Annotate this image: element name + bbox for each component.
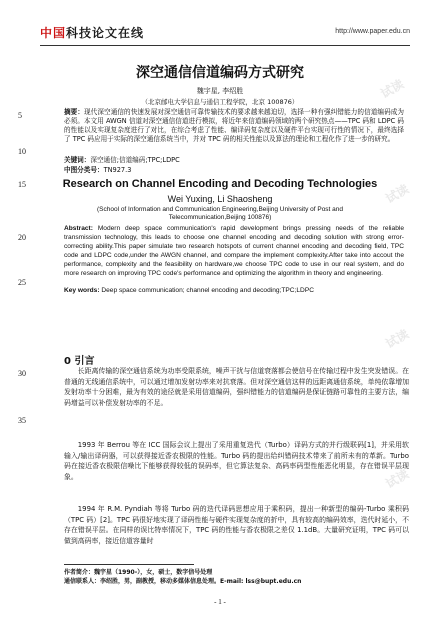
body-paragraph: 1993 年 Berrou 等在 ICC 国际会议上提出了采用重复迭代（Turbo）译码方式的并行级联码[1]，并采用软输入/输出译码器，可以获得接近香农极限的性能。Turbo 码的提出给纠错码技术带来了前所未有的革新。Turbo 码在接近香农极限信噪比下能够获得较低的误码率，但它算法复杂、高码率码型性能恶化明显，存在错误平层现象。 (64, 441, 409, 481)
clc-cn (64, 166, 404, 175)
page-number: - 1 - (214, 598, 226, 606)
authors-cn: 魏宇星, 李绍胜 (196, 87, 244, 95)
footnote-author: 作者简介：魏宇星（1990-），女，硕士，数字信号处理 (64, 569, 213, 576)
keywords-cn-label: 关键词： (64, 156, 91, 164)
line-number: 35 (18, 416, 26, 425)
keywords-en (64, 287, 404, 294)
abstract-cn-label: 摘要： (64, 108, 85, 116)
site-url[interactable]: http://www.paper.edu.cn (335, 28, 410, 35)
line-number: 30 (18, 369, 26, 378)
clc-cn-label: 中图分类号： (64, 166, 104, 174)
footnote (64, 568, 409, 586)
affiliation-cn: （北京邮电大学信息与通信工程学院，北京 100876） (141, 98, 299, 106)
line-number: 10 (18, 147, 26, 156)
keywords-en-label: Key words: (64, 287, 100, 294)
logo-red-text: 中国 (40, 26, 67, 40)
keywords-cn-text: 深空通信;信道编码;TPC;LDPC (90, 156, 180, 164)
keywords-en-text: Deep space communication; channel encoding and decoding;TPC;LDPC (99, 287, 314, 294)
line-number: 5 (18, 111, 22, 120)
header-rule (40, 45, 410, 46)
site-logo (40, 24, 144, 41)
watermark-text: 试读 (383, 466, 412, 491)
abstract-cn (64, 108, 404, 144)
watermark-text: 试读 (378, 76, 407, 101)
page-header (40, 24, 410, 46)
keywords-cn (64, 156, 404, 165)
abstract-en (64, 224, 404, 278)
abstract-cn-text: 现代深空通信的快速发展对深空通信可靠传输技术的要求越来越迫切，选择一种有强纠错能力的信道编码成为必须。本文用 AWGN 信道对深空通信信道进行模拟，将近年来信道编码领域的两个研究热点——TPC 码和 LDPC 码的性能以及实现复杂度进行了对比，在综合考虑了性能、编译码复杂度以及硬件平台实现可行性的情况下，最终选择了 TPC 码应用于实际的深空通信系统当中，并对 TPC 码的相关性能以及算法的理论和工程化作了进一步的研究。 (64, 108, 405, 143)
logo-dark-text: 科技论文在线 (66, 26, 145, 40)
authors-en: Wei Yuxing, Li Shaosheng (167, 194, 273, 204)
watermark-text: 试读 (383, 326, 412, 351)
line-number: 25 (18, 278, 26, 287)
clc-cn-text: TN927.3 (103, 166, 132, 174)
abstract-en-text: Modern deep space communication's rapid development brings pressing needs of the reliable transmission technology, this leads to choose one channel encoding and decoding solution with strong error-correcting ability.This paper simulate two research hotspots of current channel encoding and decoding field, TPC code and LDPC code,under the AWGN channel, and compare the implement complexity.After take into accout the performance, complexity and the feasibility on hardware,we choose TPC code to use in our real system, and do more research on improving TPC code's performance and optimizing the algorithm in theory and engineering. (64, 225, 404, 277)
footnote-contact: 通信联系人：李绍胜，男，副教授，移动多媒体信息处理。E-mail: lss@bupt.edu.cn (64, 578, 302, 585)
body-paragraph: 1994 年 R.M. Pyndiah 等将 Turbo 码的迭代译码思想应用于乘积码，提出一种新型的编码-Turbo 乘积码（TPC 码）[2]。TPC 码很好地实现了译码性能与硬件实现复杂度的折中，具有较高的编码效率，迭代时延小，不存在错误平层。在同样的误比特率情况下，TPC 码的性能与香农极限之差仅 1.1dB。大量研究证明，TPC 码可以做到高码率，接近信道容量时 (64, 505, 409, 545)
title-en: Research on Channel Encoding and Decoding Technologies (62, 178, 378, 190)
body-paragraph: 长距离传输的深空通信系统为功率受限系统，噪声干扰与信道衰落都会使信号在传输过程中发生突发错误。在普通的无线通信系统中，可以通过增加发射功率来对抗衰落。但对深空通信这样的远距离通信系统，单纯依靠增加发射功率十分困难，最为有效的途径就是采用信道编码，强纠错能力的信道编码是保证链路可靠性的主要方法，编码增益可以补偿发射功率的不足。 (64, 367, 409, 407)
abstract-en-label: Abstract: (64, 225, 93, 232)
watermark-text: 试读 (383, 181, 412, 206)
line-number: 15 (18, 180, 26, 189)
footnote-rule (64, 564, 194, 565)
affiliation-en: (School of Information and Communication Engineering,Beijing University of Post and Telecommunication,Beijing 100876) (96, 206, 344, 221)
line-number: 20 (18, 233, 26, 242)
section-heading: 0 引言 (64, 356, 95, 367)
title-cn: 深空通信信道编码方式研究 (136, 65, 304, 81)
